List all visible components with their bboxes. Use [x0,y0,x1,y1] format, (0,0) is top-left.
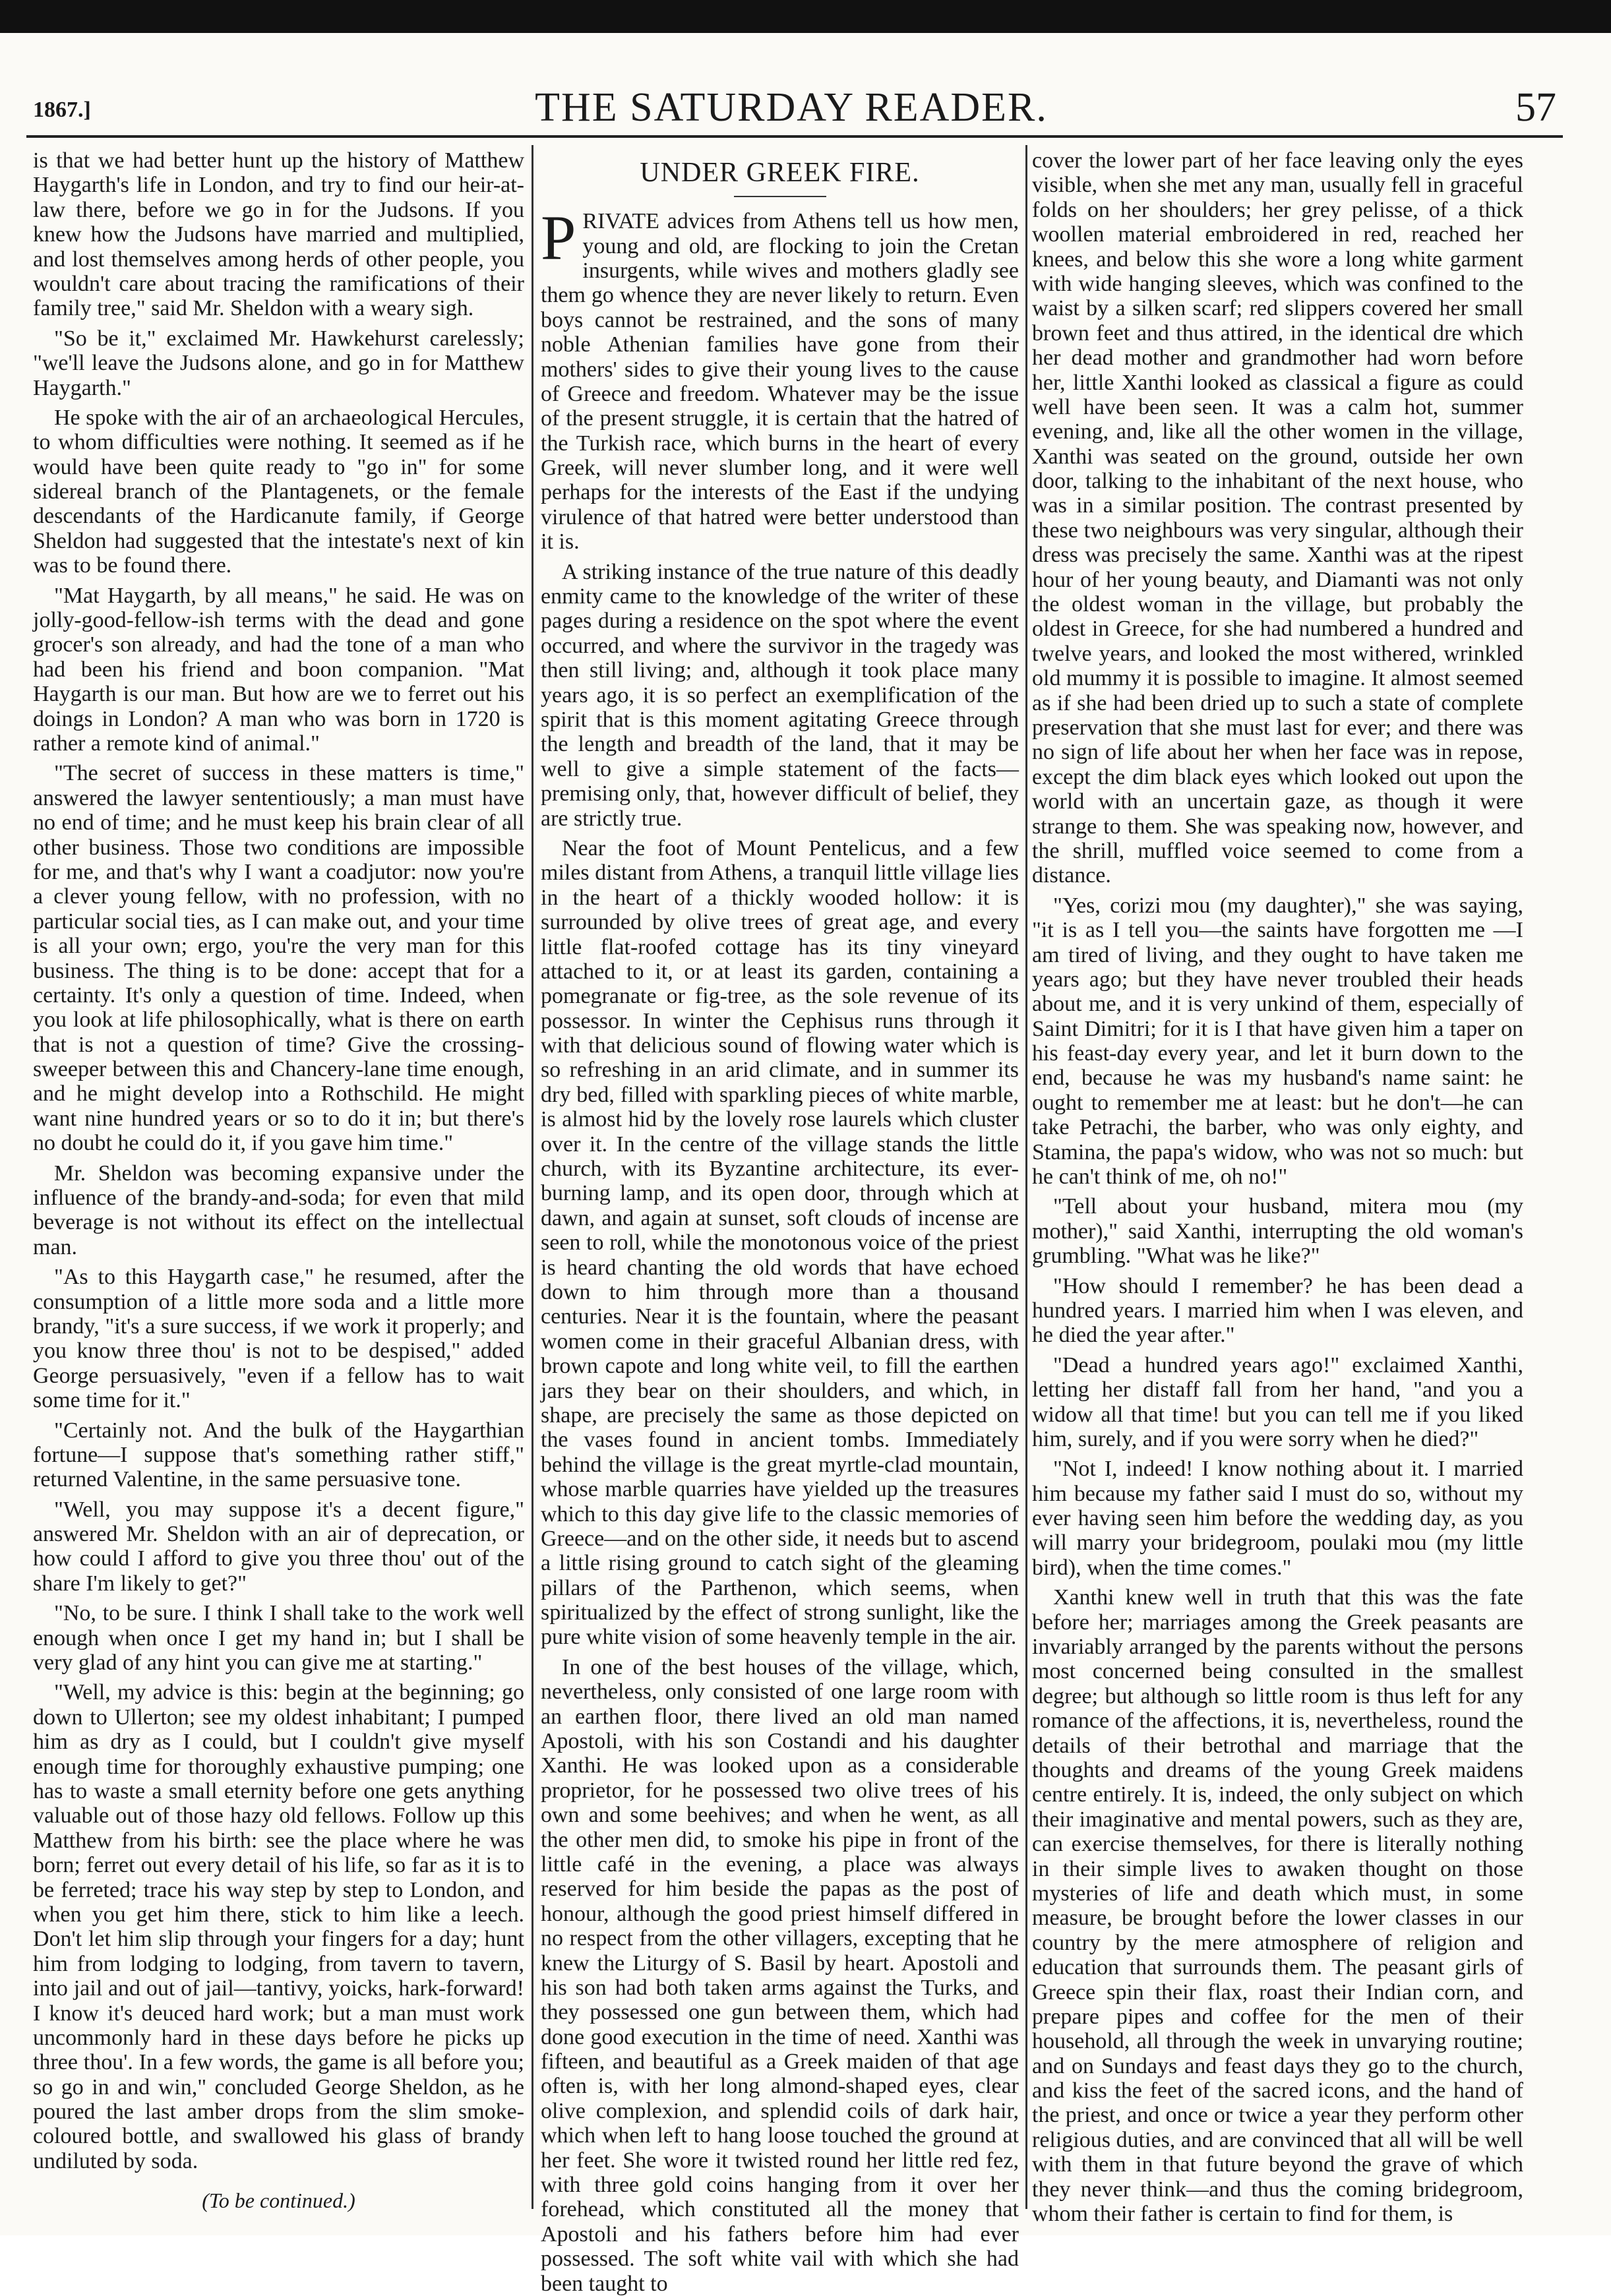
title-rule [734,196,826,197]
paragraph [541,202,1019,555]
paragraph: "Mat Haygarth, by all means," he said. He was on jolly-good-fellow-ish terms with the dead and gone grocer's son already, and had the tone of a man who had been his friend and boon companion. "Mat Haygarth is our man. But how are we to ferret out his doings in London? A man who was born in 1720 is rather a remote kind of animal." [33,583,524,756]
top-border-bar [0,0,1611,33]
publication-title: THE SATURDAY READER. [535,85,1048,130]
paragraph: "Well, my advice is this: begin at the beginning; go down to Ullerton; see my oldest inhabitant; I pumped him as dry as I could, but I couldn't give myself enough time for thoroughly exhaustive pumping; one has to waste a small eternity before one gets anything valuable out of those hazy old fellows. Follow up this Matthew from his birth: see the place where he was born; ferret out every detail of his life, so far as it is to be ferreted; trace his way step by step to London, and when you get him there, stick to him like a leech. Don't let him slip through your fingers for a day; hunt him from lodging to lodging, from tavern to tavern, into jail and out of jail—tantivy, yoicks, hark-forward! I know it's deuced hard work; but a man must work uncommonly hard in these days before he picks up three thou'. In a few words, the game is all before you; so go in and win," concluded George Sheldon, as he poured the last amber drops from the slim smoke-coloured bottle, and swallowed his glass of brandy undiluted by soda. [33,1680,524,2173]
paragraph: In one of the best houses of the village, which, nevertheless, only consisted of one large room with an earthen floor, there lived an old man named Apostoli, with his son Costandi and his daughter Xanthi. He was looked upon as a considerable proprietor, for he possessed two olive trees of his own and some beehives; and when he went, as all the other men did, to smoke his pipe in front of the little café in the evening, a place was always reserved for him beside the papas as the post of honour, although the good priest himself differed in no respect from the other villagers, excepting that he knew the Liturgy of S. Basil by heart. Apostoli and his son had both taken arms against the Turks, and they possessed one gun between them, which had done good execution in the time of need. Xanthi was fifteen, and beautiful as a Greek maiden of that age often is, with her long almond-shaped eyes, clear olive complexion, and splendid coils of dark hair, which when left to hang loose touched the ground at her feet. She wore it twisted round her little red fez, with three gold coins hanging from it over her forehead, which constituted all the money that Apostoli and his fathers before him had ever possessed. The soft white vail with which she had been taught to [541,1654,1019,2296]
paragraph: "So be it," exclaimed Mr. Hawkehurst carelessly; "we'll leave the Judsons alone, and go in for Matthew Haygarth." [33,326,524,400]
paragraph: Xanthi knew well in truth that this was the fate before her; marriages among the Greek peasants are invariably arranged by the parents without the persons most concerned being consulted in the smallest degree; but although so little room is thus left for any romance of the affections, it is, nevertheless, round the details of their betrothal and marriage that the thoughts and dreams of the young Greek maidens centre entirely. It is, indeed, the only subject on which their imaginative and mental powers, such as they are, can exercise themselves, for there is literally nothing in their simple lives to awaken thought on those mysteries of life and death which must, in some measure, be brought before the lower classes in our country by the mere atmosphere of religion and education that surrounds them. The peasant girls of Greece spin their flax, roast their Indian corn, and prepare pipes and coffee for the men of their household, all through the week in unvarying routine; and on Sundays and feast days they go to the church, and kiss the feet of the sacred icons, and the hand of the priest, and once or twice a year they perform other religious duties, and are convinced that all will be well with them in that future beyond the grave of which they never think—and thus the coming bridegroom, whom their father is certain to find for them, is [1032,1585,1523,2227]
paragraph: A striking instance of the true nature of this deadly enmity came to the knowledge of the writer of these pages during a residence on the spot where the event occurred, and where the survivor in the tragedy was then still living; and, although it took place many years ago, it is so perfect an exemplification of the spirit that is this moment agitating Greece through the length and breadth of the land, that it may be well to give a simple statement of the facts—premising only, that, however difficult of belief, they are strictly true. [541,559,1019,831]
column-divider [1025,145,1027,2209]
column-divider [532,145,533,2209]
column-left [33,148,524,2213]
paragraph: "No, to be sure. I think I shall take to the work well enough when once I get my hand in; but I shall be very glad of any hint you can give me at starting." [33,1601,524,1676]
paragraph: "Not I, indeed! I know nothing about it. I married him because my father said I must do so, without my ever having seen him before the wedding day, as you will marry your bridegroom, poulaki mou (my little bird), when the time comes." [1032,1457,1523,1580]
paragraph: is that we had better hunt up the history of Matthew Haygarth's life in London, and try to find our heir-at-law there, before we go in for the Judsons. If you knew how the Judsons have married and multiplied, and lost themselves among herds of other people, you wouldn't care about tracing the ramifications of their family tree," said Mr. Sheldon with a weary sigh. [33,148,524,321]
paragraph: cover the lower part of her face leaving only the eyes visible, when she met any man, usually fell in graceful folds on her shoulders; her grey pelisse, of a thick woollen material embroidered in red, reached her knees, and below this she wore a long white garment with wide hanging sleeves, which was confined to the waist by a silken scarf; red slippers covered her small brown feet and thus attired, in the identical dre which her dead mother and grandmother had worn before her, little Xanthi looked as classical a figure as could well have been seen. It was a calm hot, summer evening, and, like all the other women in the village, Xanthi was seated on the ground, outside her own door, talking to the inhabitant of the next house, who was in a similar position. The contrast presented by these two neighbours was very singular, although their dress was precisely the same. Xanthi was at the ripest hour of her young beauty, and Diamanti was not only the oldest woman in the village, but probably the oldest in Greece, for she had numbered a hundred and twelve years, and looked the most withered, wrinkled old mummy it is possible to imagine. It almost seemed as if she had been dried up to such a state of complete preservation that she must last for ever; and there was no sign of life about her when her face was in repose, except the dim black eyes which looked out upon the world with an uncertain gaze, as though it were strange to them. She was speaking now, however, and the shrill, muffled voice seemed to come from a distance. [1032,148,1523,888]
paragraph: "Certainly not. And the bulk of the Haygarthian fortune—I suppose that's something rather stiff," returned Valentine, in the same persuasive tone. [33,1418,524,1492]
drop-cap: P [541,202,576,274]
page-number: 57 [1515,85,1556,130]
year-mark: 1867.] [33,98,91,122]
paragraph: "As to this Haygarth case," he resumed, after the consumption of a little more soda and a little more brandy, "it's a sure success, if we work it properly; and you know three thou' is not to be despised," added George persuasively, "even if a fellow has to wait some time for it." [33,1265,524,1413]
paragraph: "Tell about your husband, mitera mou (my mother)," said Xanthi, interrupting the old woman's grumbling. "What was he like?" [1032,1194,1523,1269]
paragraph: "How should I remember? he has been dead a hundred years. I married him when I was eleven, and he died the year after." [1032,1273,1523,1348]
paragraph: "Dead a hundred years ago!" exclaimed Xanthi, letting her distaff fall from her hand, "and you a widow all that time! but you can tell me if you liked him, surely, and if you were sorry when he died?" [1032,1352,1523,1451]
paragraph: "Yes, corizi mou (my daughter)," she was saying, "it is as I tell you—the saints have forgotten me —I am tired of living, and they ought to have taken me years ago; but they have never troubled their heads about me, and it is very unkind of them, especially of Saint Dimitri; for it is I that have given him a taper on his feast-day every year, and let it burn down to the end, because he was my husband's name saint: he ought to remember me at least: but he don't—he can take Petrachi, the barber, who was only eighty, and Stamina, the papa's widow, who was not so much: but he can't think of me, oh no!" [1032,893,1523,1190]
header-rule [26,135,1563,138]
article-title: UNDER GREEK FIRE. [640,158,920,188]
paragraph: He spoke with the air of an archaeological Hercules, to whom difficulties were nothing. It seemed as if he would have been quite ready to "go in" for some sidereal branch of the Plantagenets, or the female descendants of the Hardicanute family, if George Sheldon had suggested that the intestate's next of kin was to be found there. [33,405,524,578]
paragraph: "Well, you may suppose it's a decent figure," answered Mr. Sheldon with an air of deprecation, or how could I afford to give you three thou' out of the share I'm likely to get?" [33,1497,524,1596]
column-middle [541,148,1019,2296]
first-paragraph-text: RIVATE advices from Athens tell us how men, young and old, are flocking to join the Cretan insurgents, while wives and mothers gladly see them go whence they are never likely to return. Even boys cannot be restrained, and the sons of many noble Athenian families have gone from their mothers' sides to give their young lives to the cause of Greece and freedom. Whatever may be the issue of the present struggle, it is certain that the hatred of the Turkish race, which burns in the heart of every Greek, will never slumber long, and it were well perhaps for the interests of the East if the undying virulence of that hatred were better understood than it is. [541,209,1019,555]
paragraph: Mr. Sheldon was becoming expansive under the influence of the brandy-and-soda; for even that mild beverage is not without its effect on the intellectual man. [33,1161,524,1259]
paragraph: Near the foot of Mount Pentelicus, and a few miles distant from Athens, a tranquil little village lies in the heart of a thickly wooded hollow: it is surrounded by olive trees of great age, and every little flat-roofed cottage has its tiny vineyard attached to it, or at least its garden, containing a pomegranate or fig-tree, as the sole revenue of its possessor. In winter the Cephisus runs through it with that delicious sound of flowing water which is so refreshing in an arid climate, and in summer its dry bed, filled with sparkling pieces of white marble, is almost hid by the lovely rose laurels which cluster over it. In the centre of the village stands the little church, with its Byzantine architecture, its ever-burning lamp, and its open door, through which at dawn, and again at sunset, soft clouds of incense are seen to roll, while the monotonous voice of the priest is heard chanting the old words that have echoed down to him through more than a thousand centuries. Near it is the fountain, where the peasant women come in their graceful Albanian dress, with brown capote and long white veil, to fill the earthen jars they bear on their shoulders, and which, in shape, are precisely the same as those depicted on the vases found in ancient tombs. Immediately behind the village is the great myrtle-clad mountain, whose marble quarries have yielded up the treasures which to this day give life to the classic memories of Greece—and on the other side, it needs but to ascend a little rising ground to catch sight of the gleaming pillars of the Parthenon, which seems, when spiritualized by the effect of strong sunlight, like the pure white vision of some heavenly temple in the air. [541,835,1019,1650]
to-be-continued: (To be continued.) [202,2189,355,2213]
page-header [26,79,1556,138]
column-right [1032,148,1523,2227]
paragraph: "The secret of success in these matters is time," answered the lawyer sententiously; a man must have no end of time; and he must keep his brain clear of all other business. Those two conditions are impossible for me, and that's why I want a coadjutor: now you're a clever young fellow, with no profession, with no particular social ties, as I can make out, and your time is all your own; ergo, you're the very man for this business. The thing is to be done: accept that for a certainty. It's only a question of time. Indeed, when you look at life philosophically, what is there on earth that is not a question of time? Give the crossing-sweeper between this and Chancery-lane time enough, and he might develop into a Rothschild. He might want nine hundred years or so to do it in; but there's no doubt he could do it, if you gave him time." [33,761,524,1156]
